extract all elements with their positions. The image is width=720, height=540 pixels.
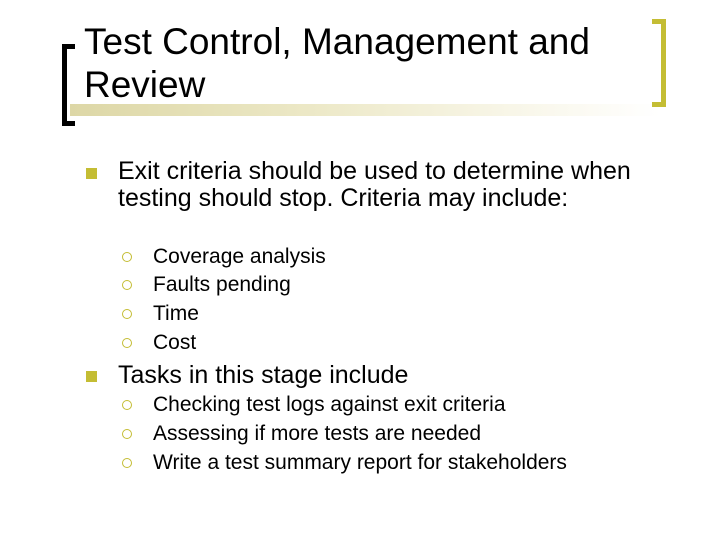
circle-bullet-icon	[122, 338, 132, 348]
subitem-text: Coverage analysis	[153, 245, 326, 268]
circle-bullet-icon	[122, 309, 132, 319]
subitem-text: Write a test summary report for stakeholders	[153, 451, 567, 474]
square-bullet-icon	[86, 168, 97, 179]
subitem-text: Cost	[153, 331, 197, 354]
subitem-text: Assessing if more tests are needed	[153, 422, 482, 445]
square-bullet-icon	[86, 371, 97, 382]
subitem-text: Faults pending	[153, 273, 291, 296]
bullet-text: Tasks in this stage include	[118, 361, 409, 389]
slide-title: Test Control, Management and Review	[84, 21, 590, 105]
circle-bullet-icon	[122, 458, 132, 468]
subitem-text: Checking test logs against exit criteria	[153, 393, 506, 416]
bullet-text: Exit criteria should be used to determine when testing should stop. Criteria may include:	[118, 157, 631, 212]
circle-bullet-icon	[122, 400, 132, 410]
subitem-text: Time	[153, 302, 199, 325]
circle-bullet-icon	[122, 429, 132, 439]
circle-bullet-icon	[122, 280, 132, 290]
right-bracket-decoration	[652, 19, 666, 107]
circle-bullet-icon	[122, 252, 132, 262]
